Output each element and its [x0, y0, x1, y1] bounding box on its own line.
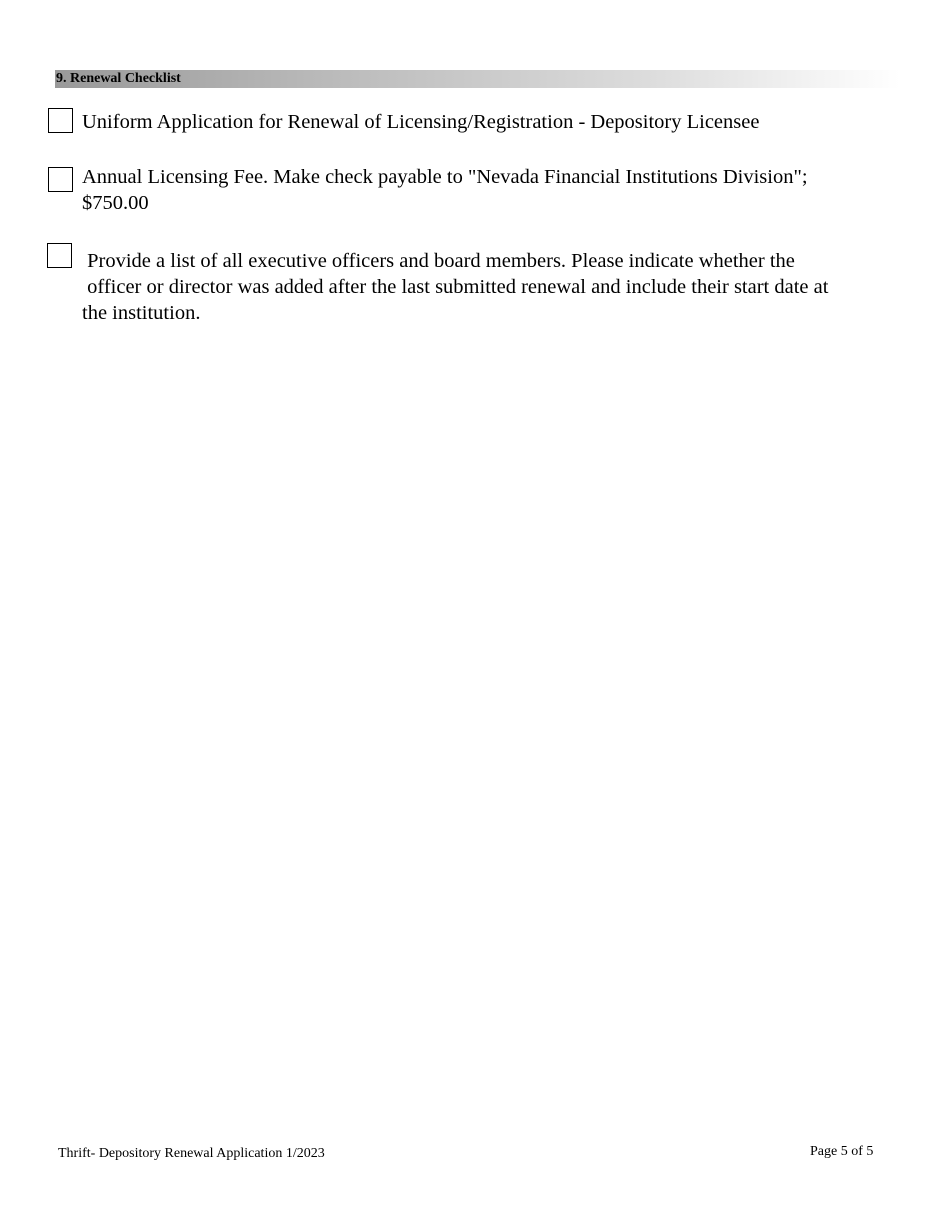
checklist-item-text: Uniform Application for Renewal of Licensing/Registration - Depository Licensee [82, 111, 760, 133]
checklist-item-text: Provide a list of all executive officers and board members. Please indicate whether the [82, 250, 795, 272]
checklist-item-text: officer or director was added after the last submitted renewal and include their start date at [82, 276, 829, 298]
checklist-item-text: Annual Licensing Fee. Make check payable to "Nevada Financial Institutions Division"; [82, 166, 808, 188]
checkbox-licensing-fee[interactable] [48, 167, 73, 192]
checkbox-officers-list[interactable] [47, 243, 72, 268]
footer-document-title: Thrift- Depository Renewal Application 1/2023 [58, 1146, 325, 1161]
checklist-item-text: the institution. [82, 302, 201, 324]
section-header [55, 70, 900, 88]
footer-page-number: Page 5 of 5 [810, 1144, 874, 1159]
section-title: 9. Renewal Checklist [56, 71, 181, 86]
checkbox-renewal-application[interactable] [48, 108, 73, 133]
checklist-item-text: $750.00 [82, 192, 149, 214]
